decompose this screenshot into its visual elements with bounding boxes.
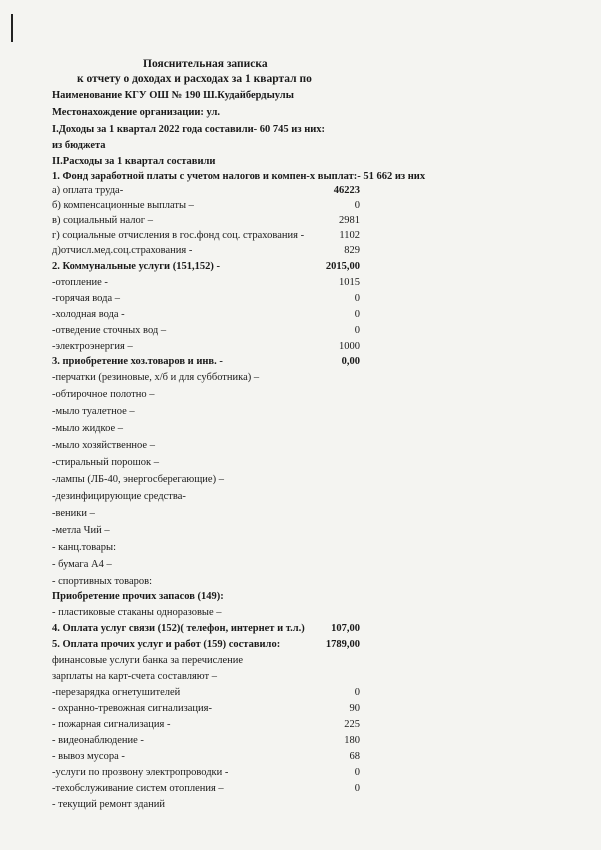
section5-item-value: 0 bbox=[354, 783, 360, 794]
section4-heading: 4. Оплата услуг связи (152)( телефон, интернет и т.л.) bbox=[52, 623, 305, 634]
section2-item-value: 1000 bbox=[339, 341, 360, 352]
section3-item: - спортивных товаров: bbox=[52, 576, 153, 587]
section1-item-label: в) социальный налог – bbox=[52, 215, 153, 226]
section1-item-label: д)отчисл.мед.соц.страхования - bbox=[52, 245, 193, 256]
income-line: I.Доходы за 1 квартал 2022 года составили- 60 745 из них: bbox=[52, 124, 326, 135]
section2-total: 2015,00 bbox=[325, 261, 360, 272]
section1-item-value: 2981 bbox=[339, 215, 360, 226]
expenses-heading: II.Расходы за 1 квартал составили bbox=[52, 156, 216, 167]
section3-item: -мыло туалетное – bbox=[52, 406, 135, 417]
section5-item-value: 180 bbox=[344, 735, 360, 746]
section5-item-label: - охранно-тревожная сигнализация- bbox=[52, 703, 212, 714]
section1-item-value: 46223 bbox=[333, 185, 360, 196]
section1-item-value: 0 bbox=[354, 200, 360, 211]
section5-item-label: -техобслуживание систем отопления – bbox=[52, 783, 224, 794]
section1-item-label: б) компенсационные выплаты – bbox=[52, 200, 194, 211]
section2-item-label: -горячая вода – bbox=[52, 293, 120, 304]
section3-item: -мыло хозяйственное – bbox=[52, 440, 155, 451]
section2-item-label: -холодная вода - bbox=[52, 309, 125, 320]
section1-heading: 1. Фонд заработной платы с учетом налогов и компен-х выплат:- 51 662 из них bbox=[52, 171, 426, 182]
section2-item-value: 0 bbox=[354, 309, 360, 320]
section2-item-label: -электроэнергия – bbox=[52, 341, 133, 352]
section4-total: 107,00 bbox=[331, 623, 360, 634]
income-source: из бюджета bbox=[52, 140, 106, 151]
section5-item-value: 90 bbox=[349, 703, 360, 714]
section5-item-label: -услуги по прозвону электропроводки - bbox=[52, 767, 229, 778]
section5-total: 1789,00 bbox=[325, 639, 360, 650]
section5-item-label: - текущий ремонт зданий bbox=[52, 799, 165, 810]
section3-item: -обтирочное полотно – bbox=[52, 389, 155, 400]
section5-item-label: - видеонаблюдение - bbox=[52, 735, 144, 746]
section3-item: - бумага А4 – bbox=[52, 559, 112, 570]
section2-item-label: -отопление - bbox=[52, 277, 108, 288]
other-stocks-heading: Приобретение прочих запасов (149): bbox=[52, 591, 224, 602]
section2-item-label: -отведение сточных вод – bbox=[52, 325, 167, 336]
org-location: Местонахождение организации: ул. bbox=[52, 107, 221, 118]
section3-item: - канц.товары: bbox=[52, 542, 116, 553]
section2-item-value: 1015 bbox=[339, 277, 360, 288]
section5-intro: финансовые услуги банка за перечисление bbox=[52, 655, 244, 666]
section5-item-value: 0 bbox=[354, 687, 360, 698]
title-line-1: Пояснительная записка bbox=[143, 58, 268, 70]
section3-item: -стиральный порошок – bbox=[52, 457, 159, 468]
section1-item-label: а) оплата труда- bbox=[52, 185, 124, 196]
title-line-2: к отчету о доходах и расходах за 1 квартал по bbox=[77, 73, 312, 85]
section5-item-label: - вывоз мусора - bbox=[52, 751, 125, 762]
section5-heading: 5. Оплата прочих услуг и работ (159) составило: bbox=[52, 639, 281, 650]
section2-item-value: 0 bbox=[354, 325, 360, 336]
section5-item-label: - пожарная сигнализация - bbox=[52, 719, 171, 730]
section3-total: 0,00 bbox=[341, 356, 360, 367]
org-name: Наименование КГУ ОШ № 190 Ш.Кудайбердыулы bbox=[52, 90, 294, 101]
section3-item: -веники – bbox=[52, 508, 95, 519]
section5-item-label: -перезарядка огнетушителей bbox=[52, 687, 181, 698]
other-stocks-item: - пластиковые стаканы одноразовые – bbox=[52, 607, 222, 618]
section3-item: -лампы (ЛБ-40, энергосберегающие) – bbox=[52, 474, 224, 485]
section3-item: -метла Чий – bbox=[52, 525, 110, 536]
section3-item: -дезинфицирующие средства- bbox=[52, 491, 186, 502]
margin-mark bbox=[11, 14, 13, 42]
section1-item-value: 1102 bbox=[339, 230, 360, 241]
section1-item-value: 829 bbox=[344, 245, 360, 256]
section3-heading: 3. приобретение хоз.товаров и инв. - bbox=[52, 356, 223, 367]
section3-item: -перчатки (резиновые, х/б и для субботника) – bbox=[52, 372, 260, 383]
section5-item-value: 225 bbox=[344, 719, 360, 730]
section2-heading: 2. Коммунальные услуги (151,152) - bbox=[52, 261, 220, 272]
section5-item-value: 0 bbox=[354, 767, 360, 778]
section3-item: -мыло жидкое – bbox=[52, 423, 124, 434]
section1-item-label: г) социальные отчисления в гос.фонд соц. страхования - bbox=[52, 230, 305, 241]
section5-item-value: 68 bbox=[349, 751, 360, 762]
section2-item-value: 0 bbox=[354, 293, 360, 304]
section5-intro: зарплаты на карт-счета составляют – bbox=[52, 671, 217, 682]
